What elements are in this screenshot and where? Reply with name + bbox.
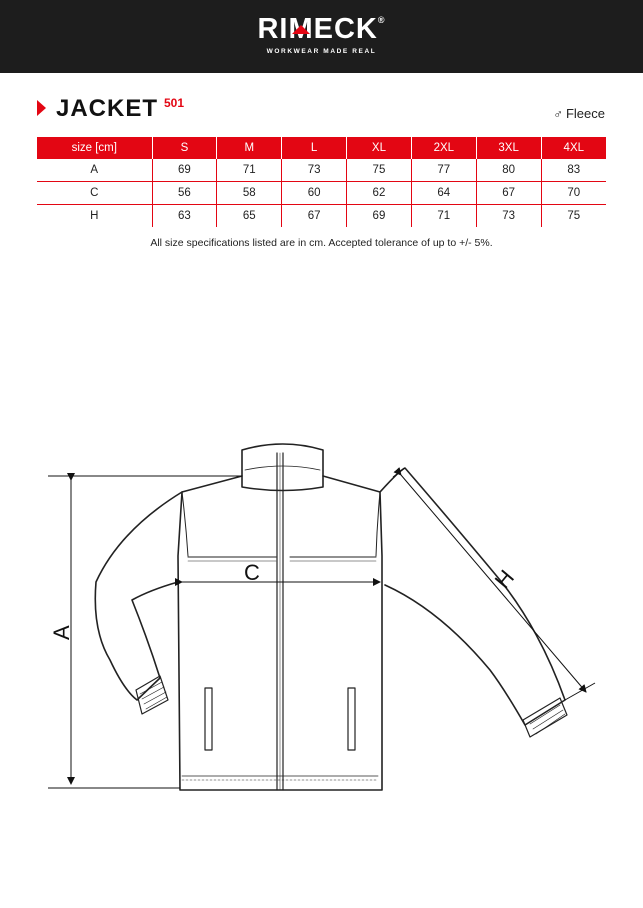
table-cell: 83 — [541, 159, 606, 182]
label-h: H — [489, 564, 520, 594]
size-table-header: M — [217, 137, 282, 159]
table-cell: 77 — [411, 159, 476, 182]
table-cell: 73 — [282, 159, 347, 182]
table-cell: 67 — [476, 182, 541, 205]
size-table-header: size [cm] — [37, 137, 152, 159]
table-cell: 63 — [152, 205, 217, 228]
table-cell: 58 — [217, 182, 282, 205]
product-title: JACKET — [56, 95, 159, 122]
label-c: C — [244, 560, 260, 585]
table-cell: 62 — [347, 182, 412, 205]
size-table-header: 2XL — [411, 137, 476, 159]
brand-tagline: WORKWEAR MADE REAL — [266, 48, 377, 55]
table-cell: 80 — [476, 159, 541, 182]
right-pocket — [348, 688, 355, 750]
table-cell: 60 — [282, 182, 347, 205]
size-table-header: XL — [347, 137, 412, 159]
table-cell: 73 — [476, 205, 541, 228]
table-cell: 65 — [217, 205, 282, 228]
size-table-header: 4XL — [541, 137, 606, 159]
tolerance-note: All size specifications listed are in cm. Accepted tolerance of up to +/- 5%. — [150, 237, 493, 249]
table-cell: 67 — [282, 205, 347, 228]
measure-arrow-h — [401, 475, 586, 692]
logo-text-part1: RI — [257, 13, 289, 45]
male-symbol-icon: ♂ — [553, 106, 563, 121]
measure-line-h-top — [393, 468, 405, 477]
product-code: 501 — [164, 96, 185, 110]
table-cell: 70 — [541, 182, 606, 205]
size-table-header: L — [282, 137, 347, 159]
table-cell: C — [37, 182, 152, 205]
size-table-header: 3XL — [476, 137, 541, 159]
label-a: A — [49, 625, 74, 640]
table-cell: 71 — [411, 205, 476, 228]
size-table-header: S — [152, 137, 217, 159]
left-sleeve — [95, 492, 182, 700]
left-pocket — [205, 688, 212, 750]
table-cell: 75 — [347, 159, 412, 182]
logo-text-part3: ECK — [313, 13, 378, 45]
table-cell: 71 — [217, 159, 282, 182]
right-sleeve — [380, 468, 565, 725]
table-cell: 64 — [411, 182, 476, 205]
table-cell: A — [37, 159, 152, 182]
table-cell: 69 — [152, 159, 217, 182]
table-cell: H — [37, 205, 152, 228]
logo-letter-m: M — [288, 13, 314, 45]
registered-mark: ® — [377, 15, 386, 25]
table-cell: 56 — [152, 182, 217, 205]
table-cell: 69 — [347, 205, 412, 228]
material-label: Fleece — [565, 106, 605, 121]
table-cell: 75 — [567, 210, 581, 222]
left-cuff — [136, 676, 168, 714]
